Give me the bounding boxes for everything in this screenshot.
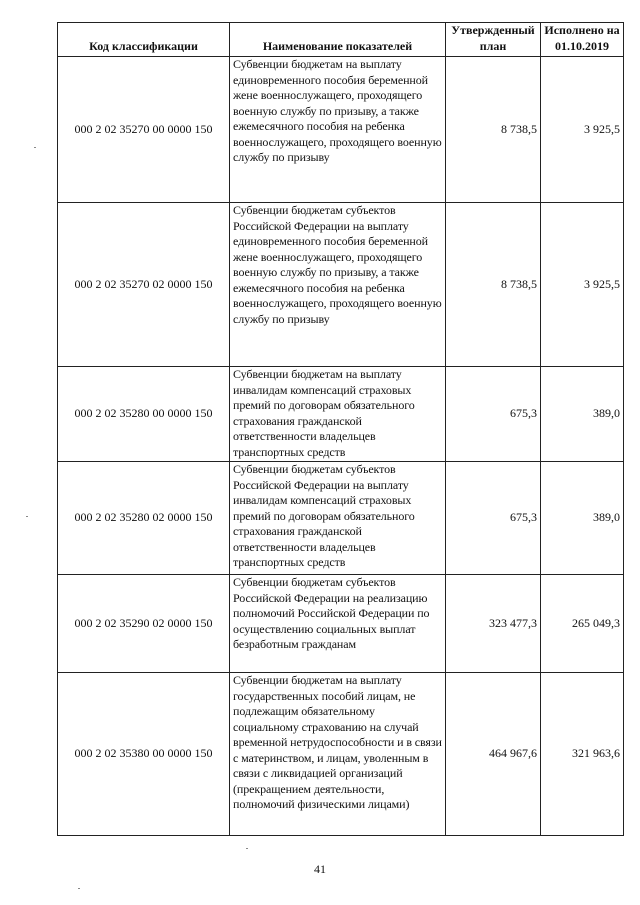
table-row bbox=[58, 367, 624, 462]
classification-code: 000 2 02 35290 02 0000 150 bbox=[58, 575, 230, 673]
table-row bbox=[58, 57, 624, 203]
classification-code: 000 2 02 35380 00 0000 150 bbox=[58, 673, 230, 836]
executed-value: 3 925,5 bbox=[541, 203, 624, 367]
page-number: 41 bbox=[314, 862, 326, 876]
executed-value: 389,0 bbox=[541, 367, 624, 462]
indicator-name: Субвенции бюджетам субъектов Российской Федерации на выплату единовременного пособия беременной жене военнослужащего, проходящего военную службу по призыву, а также ежемесячного пособия на ребенка военнослужащего, проходящего военную службу по призыву bbox=[230, 203, 446, 367]
table-row bbox=[58, 203, 624, 367]
table-row bbox=[58, 462, 624, 575]
indicator-name: Субвенции бюджетам на выплату инвалидам компенсаций страховых премий по договорам обязательного страхования гражданской ответственности владельцев транспортных средств bbox=[230, 367, 446, 462]
header-plan: Утвержденный план bbox=[446, 23, 541, 57]
header-executed: Исполнено на 01.10.2019 bbox=[541, 23, 624, 57]
header-name: Наименование показателей bbox=[230, 23, 446, 57]
approved-plan-value: 323 477,3 bbox=[446, 575, 541, 673]
executed-value: 321 963,6 bbox=[541, 673, 624, 836]
indicator-name: Субвенции бюджетам на выплату единовременного пособия беременной жене военнослужащего, проходящего военную службу по призыву, а также ежемесячного пособия на ребенка военнослужащего, проходящего военную службу по призыву bbox=[230, 57, 446, 203]
indicator-name: Субвенции бюджетам на выплату государственных пособий лицам, не подлежащим обязательному социальному страхованию на случай временной нетрудоспособности и в связи с материнством, и лицам, уволенным в связи с ликвидацией организаций (прекращением деятельности, полномочий физическими лицами) bbox=[230, 673, 446, 836]
table-header-row bbox=[58, 23, 624, 57]
indicator-name: Субвенции бюджетам субъектов Российской Федерации на выплату инвалидам компенсаций страховых премий по договорам обязательного страхования гражданской ответственности владельцев транспортных средств bbox=[230, 462, 446, 575]
executed-value: 389,0 bbox=[541, 462, 624, 575]
scan-speck bbox=[246, 848, 248, 849]
approved-plan-value: 675,3 bbox=[446, 367, 541, 462]
executed-value: 3 925,5 bbox=[541, 57, 624, 203]
scan-speck bbox=[78, 888, 80, 889]
executed-value: 265 049,3 bbox=[541, 575, 624, 673]
header-code: Код классификации bbox=[58, 23, 230, 57]
classification-code: 000 2 02 35280 02 0000 150 bbox=[58, 462, 230, 575]
indicator-name: Субвенции бюджетам субъектов Российской Федерации на реализацию полномочий Российской Федерации по осуществлению социальных выплат безработным гражданам bbox=[230, 575, 446, 673]
classification-code: 000 2 02 35270 00 0000 150 bbox=[58, 57, 230, 203]
scan-speck bbox=[26, 516, 28, 517]
table-row bbox=[58, 575, 624, 673]
approved-plan-value: 8 738,5 bbox=[446, 57, 541, 203]
classification-code: 000 2 02 35270 02 0000 150 bbox=[58, 203, 230, 367]
approved-plan-value: 464 967,6 bbox=[446, 673, 541, 836]
budget-table bbox=[57, 22, 624, 836]
table-row bbox=[58, 673, 624, 836]
classification-code: 000 2 02 35280 00 0000 150 bbox=[58, 367, 230, 462]
scan-speck bbox=[34, 147, 36, 148]
approved-plan-value: 675,3 bbox=[446, 462, 541, 575]
approved-plan-value: 8 738,5 bbox=[446, 203, 541, 367]
